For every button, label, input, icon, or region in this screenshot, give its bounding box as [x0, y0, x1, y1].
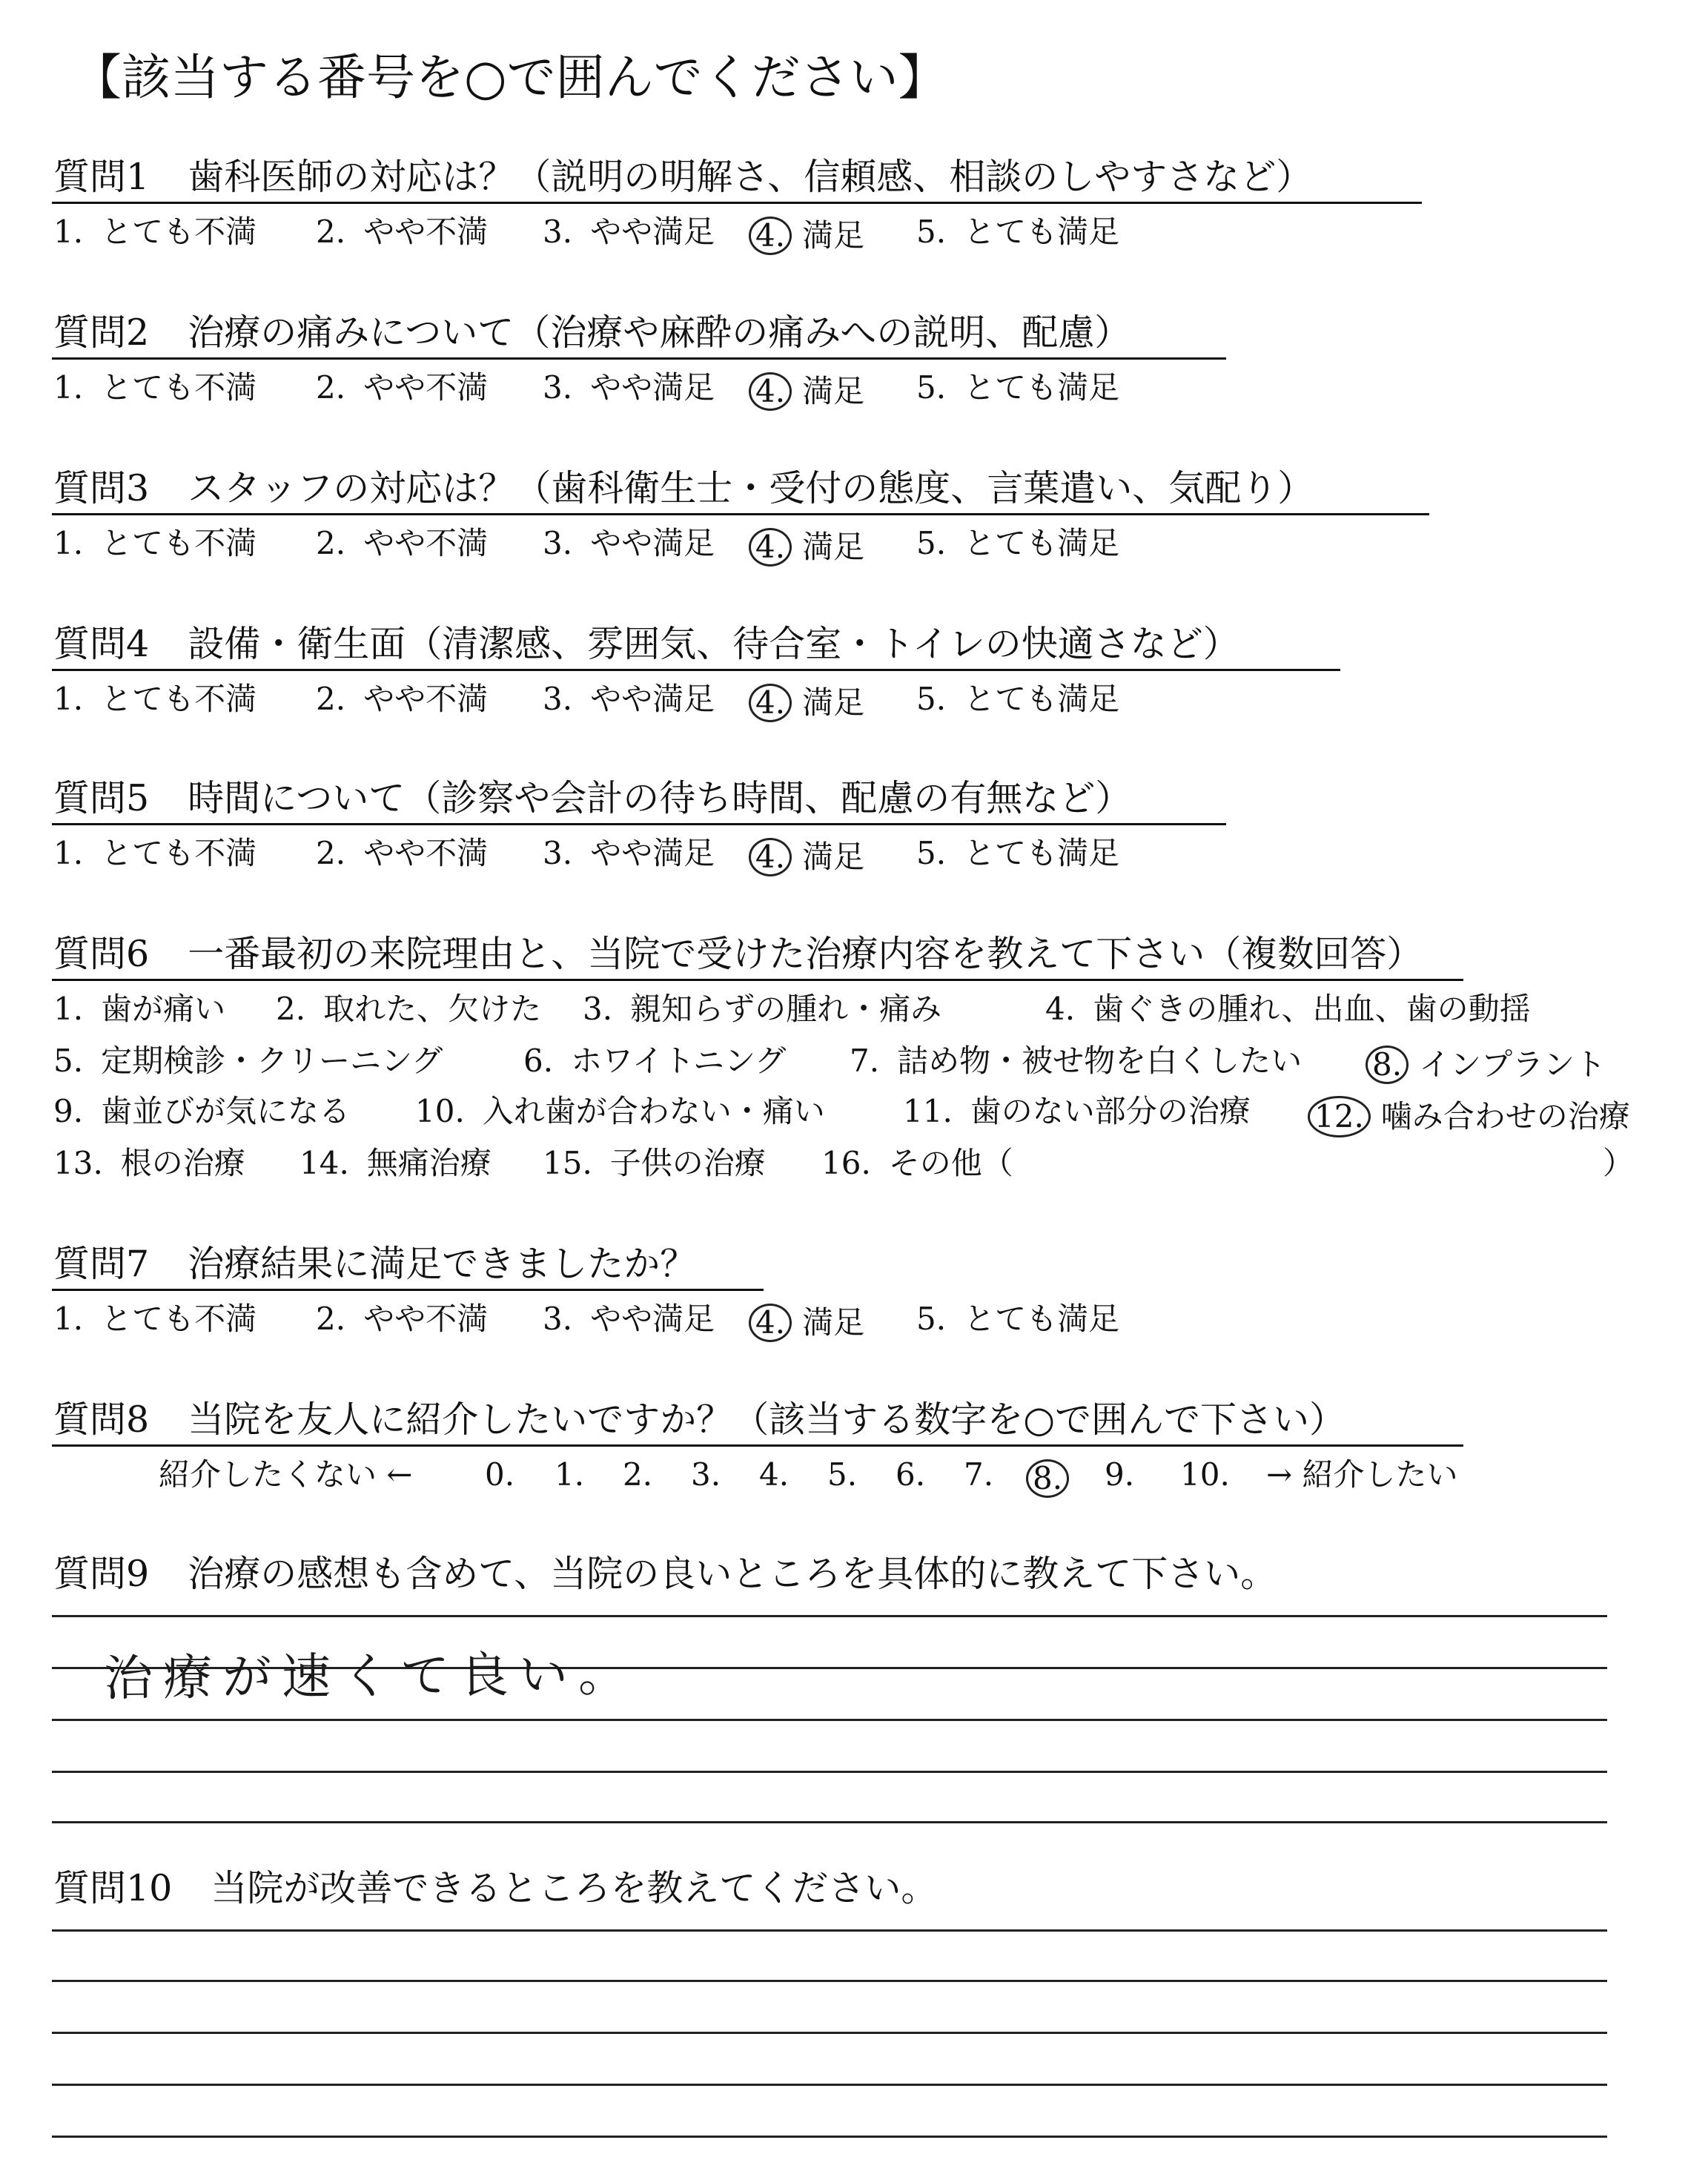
reason-option-16[interactable]: その他（: [888, 1145, 1013, 1181]
option-somewhat-satisfied[interactable]: やや満足: [590, 525, 715, 561]
question-6-text: 一番最初の来院理由と、当院で受けた治療内容を教えて下さい（複数回答）: [188, 933, 1423, 975]
option-somewhat-dissatisfied[interactable]: やや不満: [363, 1301, 489, 1337]
question-8-underline: [52, 1444, 1463, 1447]
selected-answer-circle[interactable]: 4.: [749, 217, 792, 255]
answer-line[interactable]: [52, 1980, 1607, 1982]
question-7-number: 質問7: [53, 1243, 150, 1285]
recommend-score-5[interactable]: 5.: [827, 1456, 858, 1493]
answer-line[interactable]: [52, 2032, 1607, 2034]
page-title: 【該当する番号を○で囲んでください】: [73, 49, 947, 106]
reason-option-6[interactable]: ホワイトニング: [571, 1043, 787, 1079]
answer-line[interactable]: [52, 1719, 1607, 1721]
selected-answer-circle[interactable]: 8.: [1366, 1046, 1409, 1084]
option-very-satisfied[interactable]: とても満足: [964, 1301, 1120, 1337]
question-3-number: 質問3: [53, 467, 150, 509]
option-somewhat-dissatisfied[interactable]: やや不満: [363, 525, 489, 561]
option-somewhat-dissatisfied[interactable]: やや不満: [363, 681, 489, 717]
option-satisfied[interactable]: 満足: [802, 217, 865, 254]
question-5-text: 時間について（診察や会計の待ち時間、配慮の有無など）: [188, 777, 1132, 819]
reason-option-13[interactable]: 根の治療: [120, 1145, 245, 1181]
option-satisfied[interactable]: 満足: [802, 373, 865, 409]
question-7-underline: [52, 1289, 764, 1291]
reason-option-2[interactable]: 取れた、欠けた: [323, 991, 542, 1027]
recommend-score-2[interactable]: 2.: [623, 1456, 653, 1493]
recommend-scale-left-label: 紹介したくない ←: [159, 1456, 413, 1493]
question-4-underline: [52, 669, 1340, 671]
reason-option-3[interactable]: 親知らずの腫れ・痛み: [630, 991, 942, 1027]
recommend-score-7[interactable]: 7.: [964, 1456, 994, 1493]
question-8-number: 質問8: [53, 1398, 150, 1441]
option-very-satisfied[interactable]: とても満足: [964, 835, 1120, 871]
reason-option-14[interactable]: 無痛治療: [366, 1145, 491, 1181]
selected-answer-circle[interactable]: 4.: [749, 372, 792, 411]
question-4-text: 設備・衛生面（清潔感、雰囲気、待合室・トイレの快適さなど）: [188, 623, 1239, 665]
reason-option-10[interactable]: 入れ歯が合わない・痛い: [482, 1093, 825, 1129]
answer-line[interactable]: [52, 1929, 1607, 1932]
answer-line[interactable]: [52, 1821, 1607, 1823]
recommend-score-9[interactable]: 9.: [1105, 1456, 1135, 1493]
question-8-text: 当院を友人に紹介したいですか？（該当する数字を○で囲んで下さい）: [188, 1398, 1345, 1441]
selected-answer-circle[interactable]: 4.: [749, 838, 792, 876]
question-8-heading: [53, 1398, 1345, 1441]
answer-line[interactable]: [52, 1615, 1607, 1617]
question-6-heading: [53, 933, 1423, 975]
option-somewhat-dissatisfied[interactable]: やや不満: [363, 369, 489, 406]
question-5-heading: [53, 777, 1132, 819]
reason-option-12[interactable]: 噛み合わせの治療: [1380, 1098, 1630, 1135]
question-4-number: 質問4: [53, 623, 150, 665]
reason-option-1[interactable]: 歯が痛い: [101, 991, 226, 1027]
option-very-dissatisfied[interactable]: とても不満: [101, 835, 257, 871]
reason-option-9[interactable]: 歯並びが気になる: [101, 1093, 351, 1129]
option-very-dissatisfied[interactable]: とても不満: [101, 369, 257, 406]
reason-option-5[interactable]: 定期検診・クリーニング: [101, 1043, 443, 1079]
option-satisfied[interactable]: 満足: [802, 529, 865, 565]
option-somewhat-satisfied[interactable]: やや満足: [590, 835, 715, 871]
question-5-number: 質問5: [53, 777, 150, 819]
reason-option-4[interactable]: 歯ぐきの腫れ、出血、歯の動揺: [1093, 991, 1531, 1027]
option-somewhat-satisfied[interactable]: やや満足: [590, 681, 715, 717]
reason-option-7[interactable]: 詰め物・被せ物を白くしたい: [897, 1043, 1302, 1079]
question-6-underline: [52, 979, 1463, 981]
question-3-heading: [53, 467, 1314, 509]
question-9-heading: [53, 1553, 1277, 1595]
option-somewhat-satisfied[interactable]: やや満足: [590, 369, 715, 406]
option-somewhat-satisfied[interactable]: やや満足: [590, 214, 715, 250]
option-very-satisfied[interactable]: とても満足: [964, 369, 1120, 406]
selected-answer-circle[interactable]: 8.: [1026, 1459, 1069, 1498]
answer-line[interactable]: [52, 2084, 1607, 2086]
recommend-score-10[interactable]: 10.: [1180, 1456, 1230, 1493]
question-10-text: 当院が改善できるところを教えてください。: [211, 1867, 938, 1909]
option-very-dissatisfied[interactable]: とても不満: [101, 525, 257, 561]
reason-option-8[interactable]: インプラント: [1419, 1046, 1606, 1083]
option-very-satisfied[interactable]: とても満足: [964, 214, 1120, 250]
recommend-score-6[interactable]: 6.: [896, 1456, 926, 1493]
recommend-score-3[interactable]: 3.: [691, 1456, 721, 1493]
recommend-scale-right-label: → 紹介したい: [1266, 1456, 1458, 1493]
question-3-underline: [52, 513, 1429, 515]
question-7-text: 治療結果に満足できましたか？: [188, 1243, 697, 1285]
option-very-dissatisfied[interactable]: とても不満: [101, 214, 257, 250]
selected-answer-circle[interactable]: 12.: [1308, 1096, 1371, 1137]
option-satisfied[interactable]: 満足: [802, 684, 865, 721]
recommend-score-0[interactable]: 0.: [485, 1456, 515, 1493]
handwritten-answer: 治療が速くて良い。: [103, 1645, 638, 1708]
question-10-number: 質問10: [53, 1867, 173, 1909]
question-2-number: 質問2: [53, 311, 150, 354]
option-very-dissatisfied[interactable]: とても不満: [101, 1301, 257, 1337]
option-satisfied[interactable]: 満足: [802, 1304, 865, 1341]
other-close-paren: ）: [1603, 1145, 1635, 1181]
question-5-underline: [52, 823, 1226, 825]
question-2-heading: [53, 311, 1131, 354]
question-10-heading: [53, 1867, 938, 1909]
question-9-text: 治療の感想も含めて、当院の良いところを具体的に教えて下さい。: [188, 1553, 1277, 1595]
question-1-text: 歯科医師の対応は？（説明の明解さ、信頼感、相談のしやすさなど）: [188, 156, 1313, 198]
question-6-number: 質問6: [53, 933, 150, 975]
reason-option-15[interactable]: 子供の治療: [609, 1145, 766, 1181]
question-1-heading: [53, 156, 1313, 198]
reason-option-11[interactable]: 歯のない部分の治療: [970, 1093, 1251, 1129]
answer-line[interactable]: [52, 2136, 1607, 2138]
option-somewhat-dissatisfied[interactable]: やや不満: [363, 214, 489, 250]
question-1-number: 質問1: [53, 156, 150, 198]
selected-answer-circle[interactable]: 4.: [749, 528, 792, 567]
option-very-satisfied[interactable]: とても満足: [964, 525, 1120, 561]
question-2-text: 治療の痛みについて（治療や麻酔の痛みへの説明、配慮）: [188, 311, 1131, 354]
option-somewhat-satisfied[interactable]: やや満足: [590, 1301, 715, 1337]
recommend-score-4[interactable]: 4.: [759, 1456, 790, 1493]
option-satisfied[interactable]: 満足: [802, 839, 865, 875]
question-4-heading: [53, 623, 1239, 665]
question-1-underline: [52, 202, 1422, 204]
answer-line[interactable]: [52, 1771, 1607, 1773]
recommend-score-1[interactable]: 1.: [555, 1456, 585, 1493]
option-very-dissatisfied[interactable]: とても不満: [101, 681, 257, 717]
question-2-underline: [52, 357, 1226, 360]
question-3-text: スタッフの対応は？（歯科衛生士・受付の態度、言葉遣い、気配り）: [188, 467, 1314, 509]
selected-answer-circle[interactable]: 4.: [749, 1304, 792, 1342]
selected-answer-circle[interactable]: 4.: [749, 684, 792, 722]
question-7-heading: [53, 1243, 697, 1285]
option-very-satisfied[interactable]: とても満足: [964, 681, 1120, 717]
option-somewhat-dissatisfied[interactable]: やや不満: [363, 835, 489, 871]
question-9-number: 質問9: [53, 1553, 150, 1595]
